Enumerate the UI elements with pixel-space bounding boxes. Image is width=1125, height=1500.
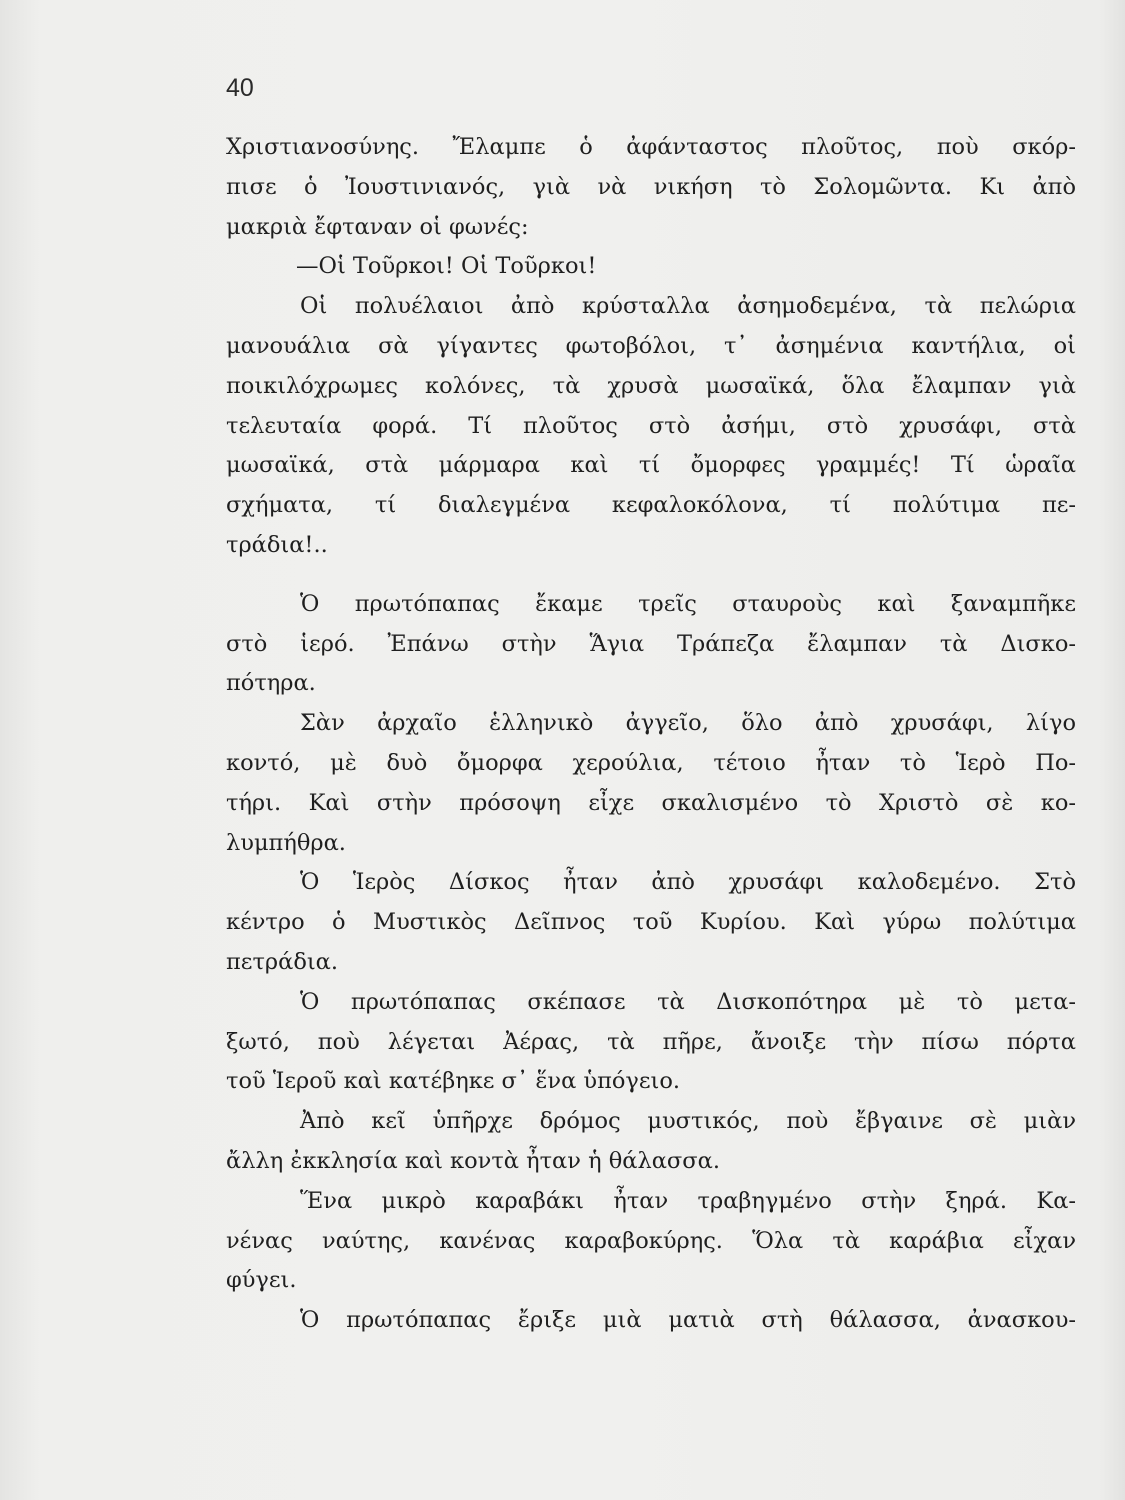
text-line: φύγει. bbox=[226, 1267, 297, 1294]
text-line: κοντό, μὲ δυὸ ὄμορφα χερούλια, τέτοιο ἦταν τὸ Ἱερὸ Πο- bbox=[226, 749, 1076, 776]
text-line: Χριστιανοσύνης. Ἔλαμπε ὁ ἀφάνταστος πλοῦτος, ποὺ σκόρ- bbox=[226, 134, 1076, 160]
paragraph-gap bbox=[226, 566, 1076, 585]
text-line: πότηρα. bbox=[226, 670, 316, 697]
text-line: ἄλλη ἐκκλησία καὶ κοντὰ ἦταν ἡ θάλασσα. bbox=[226, 1147, 720, 1174]
text-line: Ἕνα μικρὸ καραβάκι ἦταν τραβηγμένο στὴν ξηρά. Κα- bbox=[300, 1187, 1076, 1214]
text-line: πετράδια. bbox=[226, 948, 339, 975]
text-line: τοῦ Ἱεροῦ καὶ κατέβηκε σ᾽ ἕνα ὑπόγειο. bbox=[226, 1068, 681, 1095]
text-line: πισε ὁ Ἰουστινιανός, γιὰ νὰ νικήση τὸ Σολομῶντα. Κι ἀπὸ bbox=[226, 173, 1076, 200]
text-line: Ὁ πρωτόπαπας ἔκαμε τρεῖς σταυροὺς καὶ ξαναμπῆκε bbox=[300, 590, 1076, 617]
text-line: στὸ ἱερό. Ἐπάνω στὴν Ἅγια Τράπεζα ἔλαμπαν τὰ Δισκο- bbox=[226, 630, 1076, 657]
text-line: Ὁ Ἱερὸς Δίσκος ἦταν ἀπὸ χρυσάφι καλοδεμένο. Στὸ bbox=[300, 869, 1076, 896]
text-line: νένας ναύτης, κανένας καραβοκύρης. Ὅλα τὰ καράβια εἶχαν bbox=[226, 1227, 1076, 1254]
text-line: σχήματα, τί διαλεγμένα κεφαλοκόλονα, τί πολύτιμα πε- bbox=[226, 492, 1076, 519]
text-line: μανουάλια σὰ γίγαντες φωτοβόλοι, τ᾽ ἀσημένια καντήλια, οἱ bbox=[226, 332, 1076, 359]
text-line: ποικιλόχρωμες κολόνες, τὰ χρυσὰ μωσαϊκά, ὅλα ἔλαμπαν γιὰ bbox=[226, 372, 1076, 399]
text-line: Οἱ πολυέλαιοι ἀπὸ κρύσταλλα ἀσημοδεμένα, τὰ πελώρια bbox=[300, 293, 1076, 320]
text-line: μακριὰ ἔφταναν οἱ φωνές: bbox=[226, 213, 529, 240]
text-line: μωσαϊκά, στὰ μάρμαρα καὶ τί ὄμορφες γραμμές! Τί ὡραῖα bbox=[226, 452, 1076, 479]
text-line: τήρι. Καὶ στὴν πρόσοψη εἶχε σκαλισμένο τὸ Χριστὸ σὲ κο- bbox=[226, 789, 1076, 816]
text-line: κέντρο ὁ Μυστικὸς Δεῖπνος τοῦ Κυρίου. Καὶ γύρω πολύτιμα bbox=[226, 909, 1076, 936]
text-line: Ὁ πρωτόπαπας ἔριξε μιὰ ματιὰ στὴ θάλασσα, ἀνασκου- bbox=[300, 1307, 1076, 1334]
text-line: Σὰν ἀρχαῖο ἑλληνικὸ ἀγγεῖο, ὅλο ἀπὸ χρυσάφι, λίγο bbox=[300, 710, 1076, 737]
text-line: ξωτό, ποὺ λέγεται Ἀέρας, τὰ πῆρε, ἄνοιξε τὴν πίσω πόρτα bbox=[226, 1028, 1076, 1055]
text-line: τράδια!.. bbox=[226, 531, 328, 558]
text-line: λυμπήθρα. bbox=[226, 829, 346, 856]
text-line: Ἀπὸ κεῖ ὑπῆρχε δρόμος μυστικός, ποὺ ἔβγαινε σὲ μιὰν bbox=[300, 1108, 1076, 1135]
text-line: Ὁ πρωτόπαπας σκέπασε τὰ Δισκοπότηρα μὲ τὸ μετα- bbox=[300, 988, 1076, 1015]
text-line: τελευταία φορά. Τί πλοῦτος στὸ ἀσήμι, στὸ χρυσάφι, στὰ bbox=[226, 412, 1076, 439]
page-number: 40 bbox=[226, 74, 254, 102]
text-line: —Οἱ Τοῦρκοι! Οἱ Τοῦρκοι! bbox=[296, 253, 597, 280]
body-text bbox=[226, 128, 1076, 1341]
